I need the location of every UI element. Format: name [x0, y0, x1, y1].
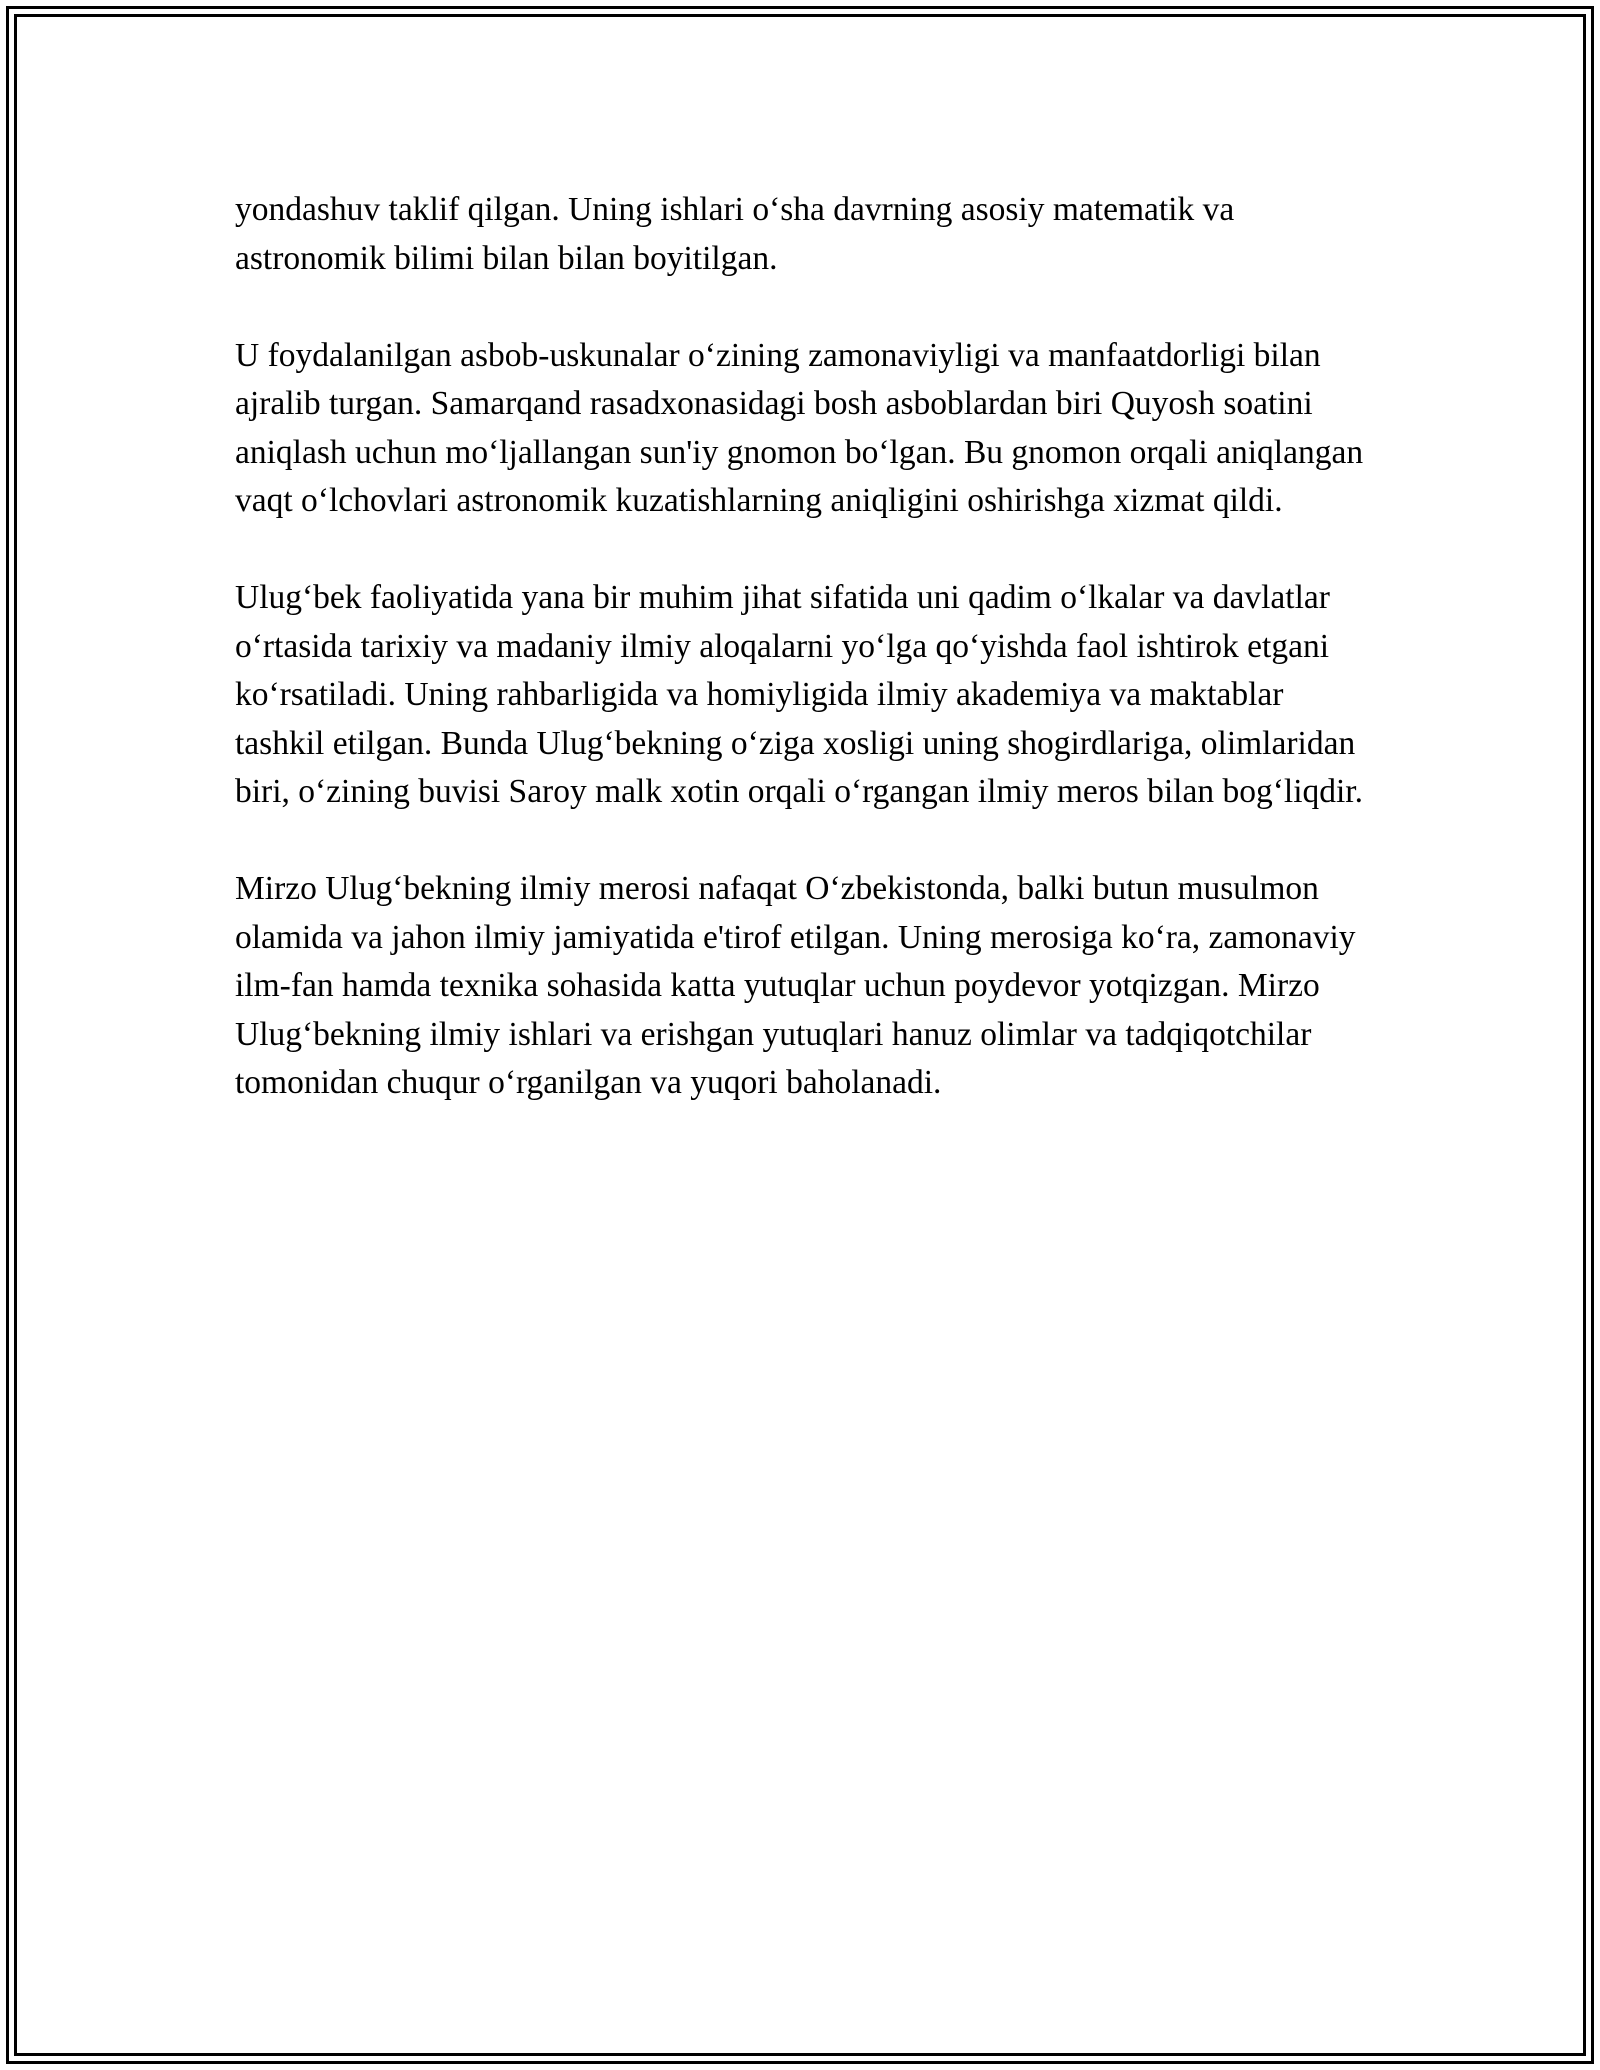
paragraph-2: U foydalanilgan asbob-uskunalar o‘zining zamonaviyligi va manfaatdorligi bilan ajralib turgan. Samarqand rasadxonasidagi bosh asboblardan biri Quyosh soatini aniqlash uchun mo‘ljallangan sun'iy gnomon bo‘lgan. Bu gnomon orqali aniqlangan vaqt o‘lchovlari astronomik kuzatishlarning aniqligini oshirishga xizmat qildi.: [235, 336, 1364, 519]
paragraph-4: Mirzo Ulug‘bekning ilmiy merosi nafaqat O‘zbekistonda, balki butun musulmon olamida va jahon ilmiy jamiyatida e'tirof etilgan. Uning merosiga ko‘ra, zamonaviy ilm-fan hamda texnika sohasida katta yutuqlar uchun poydevor yotqizgan. Mirzo Ulug‘bekning ilmiy ishlari va erishgan yutuqlari hanuz olimlar va tadqiqotchilar tomonidan chuqur o‘rganilgan va yuqori baholanadi.: [235, 870, 1356, 1101]
document-body: [235, 186, 1370, 1156]
paragraph-1: yondashuv taklif qilgan. Uning ishlari o‘sha davrning asosiy matematik va astronomik bilimi bilan bilan boyitilgan.: [235, 191, 1235, 277]
paragraph-3: Ulug‘bek faoliyatida yana bir muhim jihat sifatida uni qadim o‘lkalar va davlatlar o‘rtasida tarixiy va madaniy ilmiy aloqalarni yo‘lga qo‘yishda faol ishtirok etgani ko‘rsatiladi. Uning rahbarligida va homiyligida ilmiy akademiya va maktablar tashkil etilgan. Bunda Ulug‘bekning o‘ziga xosligi uning shogirdlariga, olimlaridan biri, o‘zining buvisi Saroy malk xotin orqali o‘rgangan ilmiy meros bilan bog‘liqdir.: [235, 579, 1363, 810]
